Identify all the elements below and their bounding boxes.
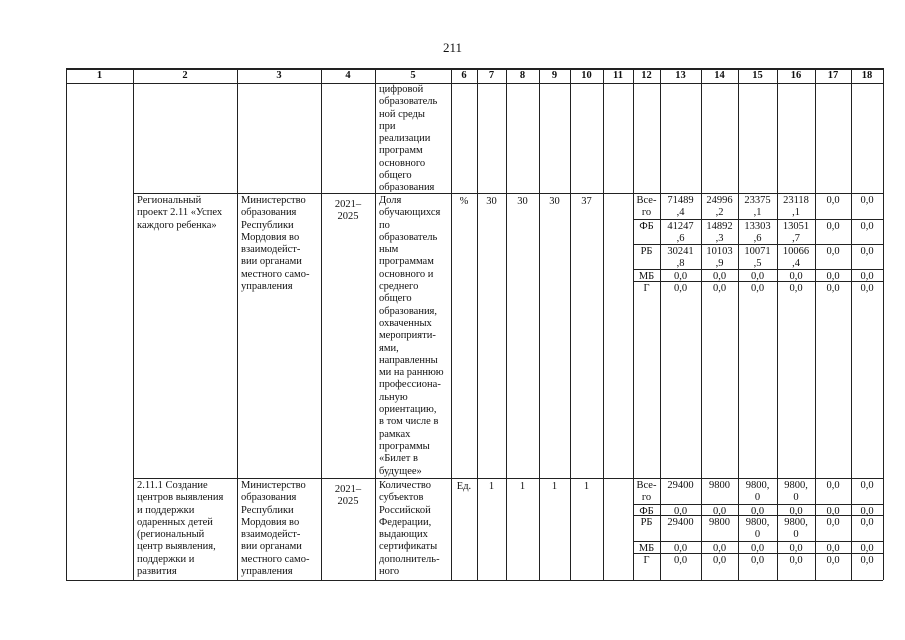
table-top-border <box>66 68 883 70</box>
block1-col3-executor: Министерство образования Республики Мордовия во взаимодейст- вии органами местного само- управления <box>241 195 310 293</box>
col-line-6 <box>477 68 478 580</box>
block2-fund-0-v13: 29400 <box>667 480 694 491</box>
table-bottom-border <box>66 580 883 581</box>
header-col-3: 3 <box>276 70 282 81</box>
block2-fund-label-0: Все- го <box>636 480 657 503</box>
block1-fund-0-v15: 23375 ,1 <box>744 195 771 218</box>
row-divider-1 <box>133 193 883 194</box>
block1-fund-4-v17: 0,0 <box>826 283 840 293</box>
block2-fund-0-v17: 0,0 <box>826 480 840 491</box>
block1-fund-0-v13: 71489 ,4 <box>667 195 694 218</box>
block2-fund-label-3: МБ <box>638 543 655 553</box>
block1-fund-4-v18: 0,0 <box>860 283 874 293</box>
block2-fund-3-v17: 0,0 <box>826 543 840 553</box>
col-line-3 <box>321 68 322 580</box>
block2-fund-1-v15: 0,0 <box>750 506 765 515</box>
header-bottom-border <box>66 83 883 84</box>
block1-fund-1-v18: 0,0 <box>860 221 874 232</box>
block1-fund-1-v14: 14892 ,3 <box>706 221 733 244</box>
block2-fund-2-v16: 9800, 0 <box>784 517 808 540</box>
block2-fund-label-1: ФБ <box>639 506 654 515</box>
block0-col5-text: цифровой образователь ной среды при реализации программ основного общего образования <box>379 84 438 192</box>
block1-fund-1-v16: 13051 ,7 <box>782 221 810 244</box>
block1-fund-0-v18: 0,0 <box>860 195 874 206</box>
block1-fund-3-v18: 0,0 <box>860 271 874 281</box>
block2-fund-3-v16: 0,0 <box>789 543 803 553</box>
header-col-1: 1 <box>96 70 103 81</box>
header-col-4: 4 <box>345 70 351 81</box>
block2-fund-divider-1 <box>633 515 883 516</box>
block1-fund-3-v17: 0,0 <box>826 271 840 281</box>
block1-col4-period: 2021– 2025 <box>334 199 362 223</box>
header-col-10: 10 <box>581 70 592 81</box>
block1-fund-0-v17: 0,0 <box>826 195 840 206</box>
block2-col11-value <box>604 481 632 495</box>
header-col-14: 14 <box>714 70 725 81</box>
block1-fund-2-v15: 10071 ,5 <box>744 246 771 269</box>
col-line-8 <box>539 68 540 580</box>
block2-fund-4-v13: 0,0 <box>673 555 688 566</box>
block2-fund-3-v13: 0,0 <box>673 543 688 553</box>
header-col-8: 8 <box>519 70 526 81</box>
block2-col3-executor: Министерство образования Республики Мордовия во взаимодейст- вии органами местного само- управления <box>241 480 310 578</box>
header-col-11: 11 <box>613 70 623 81</box>
block1-col9-value: 30 <box>549 196 560 207</box>
block2-fund-3-v14: 0,0 <box>712 543 727 553</box>
block2-fund-1-v17: 0,0 <box>826 506 840 515</box>
header-col-16: 16 <box>790 70 802 81</box>
header-col-15: 15 <box>752 70 763 81</box>
block2-fund-0-v18: 0,0 <box>860 480 874 491</box>
block2-col4-period: 2021– 2025 <box>334 484 362 508</box>
block2-fund-2-v14: 9800 <box>709 517 730 528</box>
block1-fund-0-v14: 24996 ,2 <box>706 195 733 218</box>
col-line-1 <box>133 68 134 580</box>
header-col-6: 6 <box>461 70 467 81</box>
col-line-0 <box>66 68 67 580</box>
block2-fund-2-v18: 0,0 <box>860 517 874 528</box>
header-col-18: 18 <box>861 70 873 81</box>
block1-col11-value <box>604 196 632 210</box>
block2-fund-4-v18: 0,0 <box>860 555 874 566</box>
block1-fund-4-v13: 0,0 <box>673 283 688 293</box>
block2-fund-1-v16: 0,0 <box>789 506 803 515</box>
block2-col8-value: 1 <box>519 481 526 492</box>
block2-fund-2-v17: 0,0 <box>826 517 840 528</box>
block2-col5-indicator: Количество субъектов Российской Федерации, выдающих сертификаты дополнитель- ного <box>379 480 440 578</box>
block1-fund-2-v18: 0,0 <box>860 246 874 257</box>
header-col-2: 2 <box>182 70 188 81</box>
block1-col8-value: 30 <box>517 196 528 207</box>
block2-fund-0-v16: 9800, 0 <box>784 480 808 503</box>
block2-fund-2-v15: 9800, 0 <box>745 517 770 540</box>
block1-col7-value: 30 <box>486 196 497 207</box>
header-col-5: 5 <box>410 70 416 81</box>
block1-fund-4-v15: 0,0 <box>750 283 765 293</box>
block1-col10-value: 37 <box>581 196 592 207</box>
block2-col10-value: 1 <box>583 481 590 492</box>
block1-fund-0-v16: 23118 ,1 <box>783 195 809 218</box>
block2-fund-label-4: Г <box>643 555 650 566</box>
block1-fund-2-v13: 30241 ,8 <box>667 246 694 269</box>
col-line-7 <box>506 68 507 580</box>
block1-fund-label-1: ФБ <box>639 221 654 232</box>
block2-col2-name: 2.11.1 Создание центров выявления и поддержки одаренных детей (региональный центр выявления, поддержки и развития <box>137 480 224 578</box>
block2-fund-4-v17: 0,0 <box>826 555 840 566</box>
block1-col6-unit: % <box>459 196 469 207</box>
block2-fund-3-v18: 0,0 <box>860 543 874 553</box>
block1-fund-1-v13: 41247 ,6 <box>667 221 694 244</box>
block1-fund-4-v16: 0,0 <box>789 283 803 293</box>
block1-fund-3-v15: 0,0 <box>750 271 765 281</box>
block1-fund-label-0: Все- го <box>636 195 657 218</box>
block2-fund-divider-3 <box>633 553 883 554</box>
block2-fund-1-v14: 0,0 <box>712 506 727 515</box>
col-line-2 <box>237 68 238 580</box>
block1-fund-label-4: Г <box>643 283 650 293</box>
block2-fund-1-v13: 0,0 <box>673 506 688 515</box>
block1-fund-1-v15: 13303 ,6 <box>744 221 771 244</box>
block2-fund-2-v13: 29400 <box>667 517 694 528</box>
block2-fund-4-v14: 0,0 <box>712 555 727 566</box>
col-line-18 <box>883 68 884 580</box>
block2-fund-0-v14: 9800 <box>709 480 730 491</box>
block1-col2-name: Региональный проект 2.11 «Успех каждого ребенка» <box>137 195 223 231</box>
header-col-17: 17 <box>827 70 839 81</box>
block1-fund-3-v13: 0,0 <box>673 271 688 281</box>
header-col-9: 9 <box>551 70 558 81</box>
block1-fund-1-v17: 0,0 <box>826 221 840 232</box>
block1-fund-3-v16: 0,0 <box>789 271 803 281</box>
col-line-10 <box>603 68 604 580</box>
block1-fund-label-2: РБ <box>640 246 653 257</box>
header-col-13: 13 <box>675 70 686 81</box>
block1-fund-3-v14: 0,0 <box>712 271 727 281</box>
block1-fund-4-v14: 0,0 <box>712 283 727 293</box>
col-line-9 <box>570 68 571 580</box>
block1-fund-divider-3 <box>633 281 883 282</box>
block2-col7-value: 1 <box>488 481 495 492</box>
block1-fund-label-3: МБ <box>638 271 655 281</box>
block1-fund-2-v17: 0,0 <box>826 246 840 257</box>
block2-fund-divider-0 <box>633 504 883 505</box>
block2-col6-unit: Ед. <box>456 481 472 492</box>
block2-col9-value: 1 <box>551 481 558 492</box>
block2-fund-0-v15: 9800, 0 <box>745 480 770 503</box>
row-divider-2 <box>133 478 883 479</box>
col-line-4 <box>375 68 376 580</box>
block2-fund-label-2: РБ <box>640 517 653 528</box>
col-line-5 <box>451 68 452 580</box>
block1-fund-divider-1 <box>633 244 883 245</box>
header-col-7: 7 <box>488 70 495 81</box>
block1-fund-divider-0 <box>633 219 883 220</box>
block2-fund-4-v16: 0,0 <box>789 555 803 566</box>
block2-fund-3-v15: 0,0 <box>750 543 765 553</box>
block1-col5-indicator: Доля обучающихся по образователь ным программам основного и среднего общего образования, охваченных мероприяти- ями, направленны ми на раннюю профессиона- льную ориентацию, в том числе в рамках программы «Билет в будущее» <box>379 195 444 477</box>
block2-fund-1-v18: 0,0 <box>860 506 874 515</box>
header-col-12: 12 <box>641 70 652 81</box>
block2-fund-divider-2 <box>633 541 883 542</box>
block1-fund-2-v14: 10103 ,9 <box>706 246 733 269</box>
block2-fund-4-v15: 0,0 <box>750 555 765 566</box>
page-number: 211 <box>442 40 463 55</box>
block1-fund-divider-2 <box>633 269 883 270</box>
block1-fund-2-v16: 10066 ,4 <box>782 246 810 269</box>
